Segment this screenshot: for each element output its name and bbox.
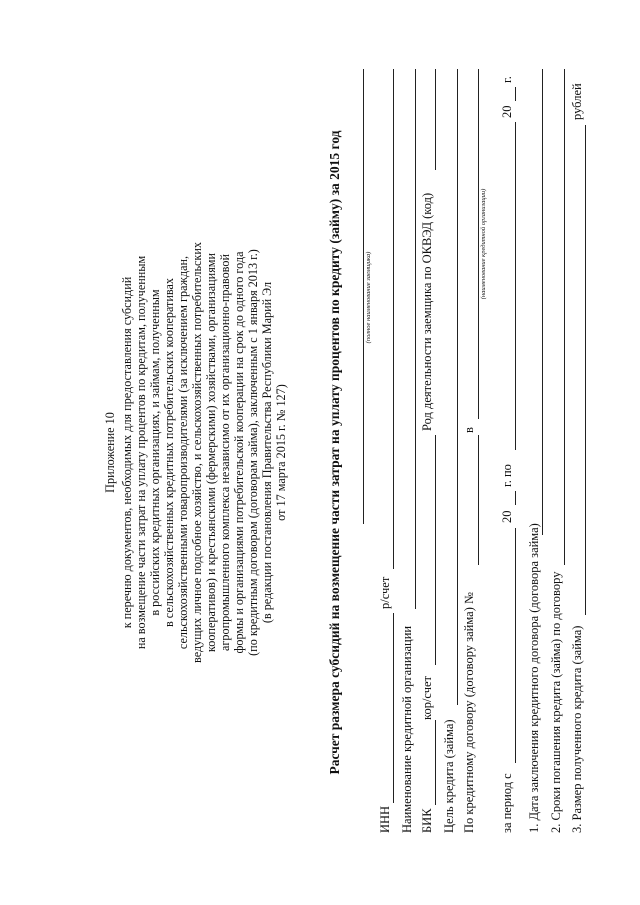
header-line: формы и организациями потребительской кооперации на срок до одного года <box>232 251 246 654</box>
borrower-name-line <box>363 69 364 524</box>
form-title: Расчет размера субсидий на возмещение части затрат на уплату процентов по кредиту (займу) за 2015 год <box>327 130 342 775</box>
period-to-field-line <box>515 122 516 450</box>
header-line: агропромышленного комплекса независимо от их организационно-правовой <box>218 254 232 651</box>
period-to-label: г. по <box>500 464 514 487</box>
bank-name-field-line <box>415 69 416 609</box>
contract-label: По кредитному договору (договору займа) № <box>462 592 476 833</box>
year-field-line-2 <box>515 87 516 101</box>
item-repayment-terms-line <box>564 69 565 565</box>
bik-label: БИК <box>420 808 434 833</box>
period-from-label: за период с <box>500 773 514 833</box>
inn-field-line <box>393 613 394 803</box>
appendix-description <box>120 0 320 905</box>
purpose-field-line <box>457 69 458 705</box>
bik-field-line <box>435 720 436 805</box>
year-suffix: г. <box>500 76 514 83</box>
year-prefix-1: 20 <box>500 510 514 523</box>
header-line: на возмещение части затрат на уплату процентов по кредитам, полученным <box>134 255 148 650</box>
header-line: кооперативов) и крестьянскими (фермерскими) хозяйствами, организациями <box>204 252 218 653</box>
header-line: (в редакции постановления Правительства Республики Марий Эл <box>260 281 274 624</box>
corr-account-label: кор/счет <box>420 675 434 720</box>
bank-field-line <box>478 69 479 419</box>
header-line: к перечню документов, необходимых для предоставления субсидий <box>120 276 134 629</box>
activity-label: Род деятельности заемщика по ОКВЭД (код) <box>420 192 434 431</box>
item-loan-amount: 3. Размер полученного кредита (займа) <box>570 625 584 833</box>
year-field-line-1 <box>515 491 516 505</box>
year-prefix-2: 20 <box>500 105 514 118</box>
header-line: в российских кредитных организациях, и займам, полученным <box>148 289 162 616</box>
corr-account-field-line <box>435 435 436 665</box>
period-from-field-line <box>515 528 516 763</box>
header-line: (по кредитным договорам (договорам займа), заключенным с 1 января 2013 г.) <box>246 249 260 656</box>
contract-number-field-line <box>478 435 479 565</box>
item-loan-amount-line <box>585 125 586 615</box>
inn-label: ИНН <box>378 805 392 833</box>
item-repayment-terms: 2. Сроки погашения кредита (займа) по договору <box>549 571 563 833</box>
header-line: в сельскохозяйственных кредитных потребительских кооперативах <box>162 277 176 628</box>
purpose-label: Цель кредита (займа) <box>442 719 456 833</box>
account-field-line <box>393 69 394 569</box>
bank-name-label: Наименование кредитной организации <box>400 625 414 833</box>
header-line: сельскохозяйственными товаропроизводителями (за исключением граждан, <box>176 255 190 650</box>
item-contract-date-line <box>542 69 543 535</box>
account-label: р/счет <box>378 576 392 609</box>
appendix-title: Приложение 10 <box>103 412 117 493</box>
header-line: ведущих личное подсобное хозяйство, и сельскохозяйственных потребительских <box>190 242 204 663</box>
item-contract-date: 1. Дата заключения кредитного договора (договора займа) <box>527 523 541 833</box>
bank-caption: (наименование кредитной организации) <box>480 188 487 300</box>
currency-label: рублей <box>570 83 584 120</box>
in-label: в <box>462 427 476 433</box>
borrower-name-caption: (полное наименование заемщика) <box>365 251 372 344</box>
header-line: от 17 марта 2015 г. № 127) <box>274 384 288 521</box>
activity-field-line <box>435 69 436 170</box>
